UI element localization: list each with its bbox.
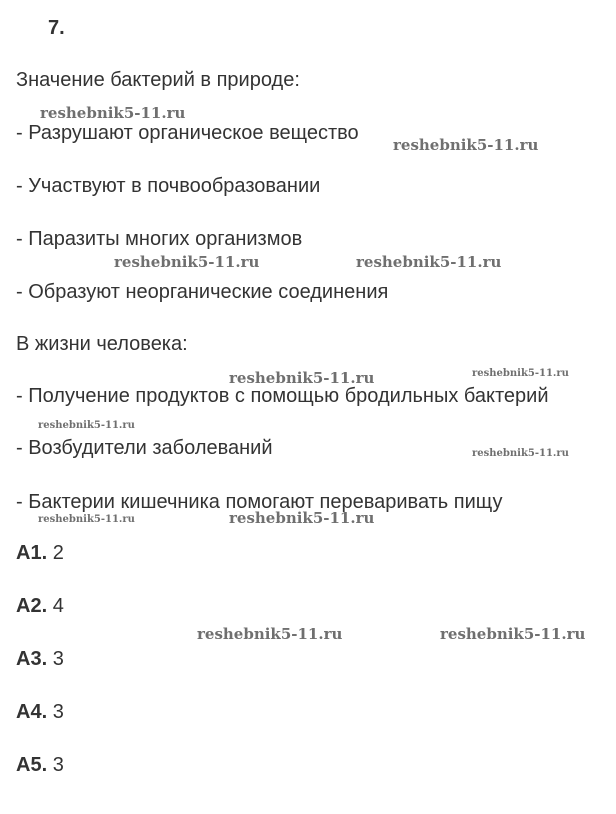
watermark: reshebnik5-11.ru bbox=[38, 514, 135, 525]
watermark: reshebnik5-11.ru bbox=[472, 448, 569, 459]
nature-item: - Образуют неорганические соединения bbox=[16, 281, 389, 303]
watermark: reshebnik5-11.ru bbox=[40, 104, 186, 122]
watermark: reshebnik5-11.ru bbox=[114, 253, 260, 271]
watermark: reshebnik5-11.ru bbox=[356, 253, 502, 271]
answer-row bbox=[16, 753, 64, 777]
nature-section-title: Значение бактерий в природе: bbox=[16, 69, 300, 91]
human-item: - Возбудители заболеваний bbox=[16, 437, 273, 459]
answer-label: A1. bbox=[16, 542, 48, 564]
watermark: reshebnik5-11.ru bbox=[229, 509, 375, 527]
human-item: - Бактерии кишечника помогают переваривать пищу bbox=[16, 491, 503, 513]
watermark: reshebnik5-11.ru bbox=[472, 368, 569, 379]
answer-value: 3 bbox=[52, 754, 64, 776]
answer-value: 4 bbox=[52, 595, 64, 617]
nature-item: - Участвуют в почвообразовании bbox=[16, 175, 321, 197]
answer-value: 2 bbox=[52, 542, 64, 564]
nature-item: - Паразиты многих организмов bbox=[16, 228, 303, 250]
answer-row bbox=[16, 541, 64, 565]
answer-label: A4. bbox=[16, 701, 48, 723]
answer-value: 3 bbox=[52, 701, 64, 723]
nature-item: - Разрушают органическое вещество bbox=[16, 122, 359, 144]
task-number: 7. bbox=[48, 17, 65, 39]
watermark: reshebnik5-11.ru bbox=[393, 136, 539, 154]
watermark: reshebnik5-11.ru bbox=[197, 625, 343, 643]
answer-row bbox=[16, 594, 64, 618]
watermark: reshebnik5-11.ru bbox=[38, 420, 135, 431]
human-item: - Получение продуктов с помощью бродильных бактерий bbox=[16, 385, 549, 407]
watermark: reshebnik5-11.ru bbox=[440, 625, 586, 643]
answer-value: 3 bbox=[52, 648, 64, 670]
answer-row bbox=[16, 647, 64, 671]
watermark: reshebnik5-11.ru bbox=[229, 369, 375, 387]
answer-row bbox=[16, 700, 64, 724]
answer-label: A3. bbox=[16, 648, 48, 670]
answer-label: A5. bbox=[16, 754, 48, 776]
answer-label: A2. bbox=[16, 595, 48, 617]
human-section-title: В жизни человека: bbox=[16, 333, 188, 355]
